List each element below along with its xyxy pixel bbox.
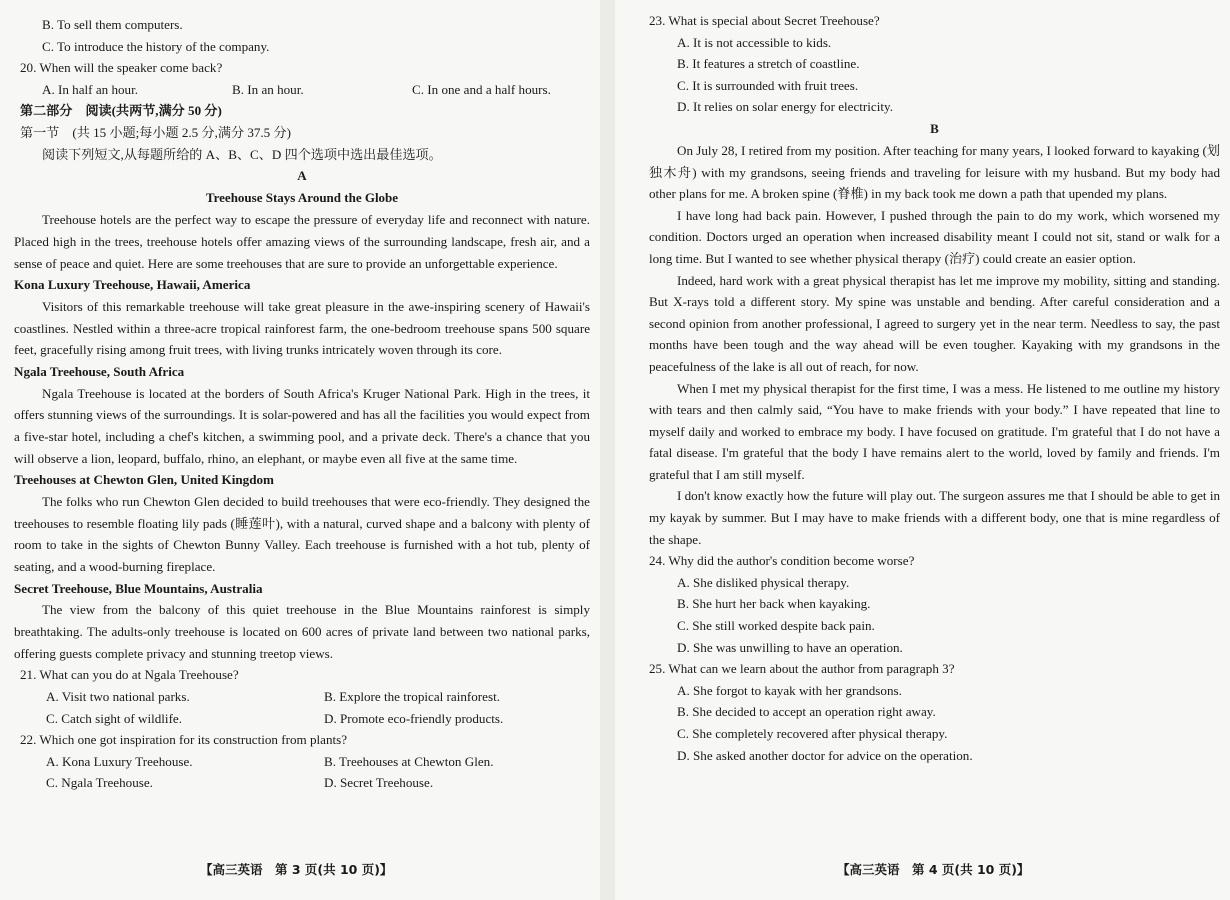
q25-option-a: A. She forgot to kayak with her grandsons. [677,682,902,698]
exam-page-4 [615,0,1230,900]
q25-option-b: B. She decided to accept an operation right away. [677,704,936,720]
section-1-heading: 第一节 (共 15 小题;每小题 2.5 分,满分 37.5 分) [20,124,291,140]
question-23-stem: 23. What is special about Secret Treehouse? [649,13,880,28]
passage-b-paragraph-5: I don't know exactly how the future will play out. The surgeon assures me that I should be able to get in my kayak by summer. But I may have to make friends with a different body, one that is mine regardless of the shape. [649,488,1220,547]
q23-option-b: B. It features a stretch of coastline. [677,56,860,72]
q24-option-d: D. She was unwilling to have an operation. [677,639,903,655]
q22-option-b: B. Treehouses at Chewton Glen. [324,753,494,769]
passage-b-letter: B [930,120,939,136]
question-22-options-row1 [14,751,590,773]
question-22-options-row2 [14,772,590,794]
question-21-options-row2 [14,708,590,730]
page-footer: 【高三英语 第 3 页(共 10 页)】 [200,862,393,877]
option-line: C. To introduce the history of the company. [42,38,270,54]
question-22-stem: 22. Which one got inspiration for its construction from plants? [20,732,348,748]
passage-b-paragraph-3: Indeed, hard work with a great physical therapist has let me improve my mobility, sitting and standing. But X-rays told a different story. My spine was unstable and bending. After careful consideration and a second opinion from another professional, I agreed to surgery yet in the near term. Needless to say, the past months have been tough and the way ahead will be even tougher. Kayaking with my grandsons in the peacefulness of the lake is all out of reach, for now. [649,272,1220,374]
part-2-heading: 第二部分 阅读(共两节,满分 50 分) [20,103,222,119]
subheading-ngala: Ngala Treehouse, South Africa [14,363,185,379]
paragraph-ngala: Ngala Treehouse is located at the borders of South Africa's Kruger National Park. High in the trees, it offers stunning views of the surroundings. It is solar-powered and has all the facilities you would expect from a five-star hotel, including a chef's kitchen, a swimming pool, and a private deck. There's a chance that you will observe a lion, leopard, buffalo, rhino, an elephant, or maybe even all five at the same time. [14,385,590,466]
q20-option-b: B. In an hour. [232,81,304,97]
paragraph-chewton: The folks who run Chewton Glen decided to build treehouses that were eco-friendly. They designed the treehouses to resemble floating lily pads (睡莲叶), with a natural, curved shape and a balcony with plenty of room to take in the sights of Chewton Bunny Valley. Each treehouse is furnished with a hot tub, plenty of seating, and a wood-burning fireplace. [14,493,590,575]
passage-b-paragraph-2: I have long had back pain. However, I pushed through the pain to do my work, which worsened my condition. Doctors urged an operation when increased disability meant I could not sit, stand or walk for a long time. But I wanted to see whether physical therapy (治疗) could create an easier option. [649,207,1220,266]
passage-a-letter: A [297,168,307,184]
q24-option-a: A. She disliked physical therapy. [677,574,850,590]
question-25-stem: 25. What can we learn about the author from paragraph 3? [649,661,955,677]
passage-a-title: Treehouse Stays Around the Globe [205,190,399,206]
subheading-chewton: Treehouses at Chewton Glen, United Kingdom [14,472,274,488]
paragraph-kona: Visitors of this remarkable treehouse will take great pleasure in the awe-inspiring scenery of Hawaii's coastlines. Nestled within a three-acre tropical rainforest farm, the one-bedroom treehouse spans 500 square feet, gracefully rising among fruit trees, with living trunks intricately woven through its core. [14,298,590,358]
q21-option-c: C. Catch sight of wildlife. [46,710,183,726]
passage-b-paragraph-4: When I met my physical therapist for the first time, I was a mess. He listened to me outline my history with tears and then calmly said, “You have to make friends with your body.” I have repeated that line to myself daily and worked to embrace my body. I have focused on gratitude. I'm grateful that I do not have a fatal disease. I'm grateful that the body I have remains alert to the world, loved by family and friends. I'm grateful that I am still myself. [649,380,1220,482]
q25-option-d: D. She asked another doctor for advice on the operation. [677,747,973,763]
q20-option-a: A. In half an hour. [42,81,138,97]
q22-option-a: A. Kona Luxury Treehouse. [46,753,193,769]
exam-page-3 [0,0,600,900]
q23-option-d: D. It relies on solar energy for electricity. [677,99,893,115]
q21-option-d: D. Promote eco-friendly products. [324,710,504,726]
page-footer: 【高三英语 第 4 页(共 10 页)】 [837,862,1030,877]
q20-option-c: C. In one and a half hours. [412,81,551,97]
q24-option-b: B. She hurt her back when kayaking. [677,596,871,612]
option-line: B. To sell them computers. [42,17,183,32]
paragraph-secret: The view from the balcony of this quiet treehouse in the Blue Mountains rainforest is simply breathtaking. The adults-only treehouse is located on 600 acres of private land between two national parks, offering guests complete privacy and stunning treetop views. [14,602,590,661]
q24-option-c: C. She still worked despite back pain. [677,618,875,634]
question-20-options [14,79,590,101]
q23-option-a: A. It is not accessible to kids. [677,34,832,50]
question-24-stem: 24. Why did the author's condition become worse? [649,553,915,569]
q21-option-a: A. Visit two national parks. [46,689,190,705]
subheading-kona: Kona Luxury Treehouse, Hawaii, America [14,277,251,293]
question-21-options-row1 [14,686,590,708]
reading-instruction: 阅读下列短文,从每题所给的 A、B、C、D 四个选项中选出最佳选项。 [42,146,442,162]
q25-option-c: C. She completely recovered after physical therapy. [677,726,948,741]
q22-option-c: C. Ngala Treehouse. [46,775,153,791]
page-gutter [600,0,615,900]
passage-b-paragraph-1: On July 28, I retired from my position. After teaching for many years, I looked forward to kayaking (划独木舟) with my grandsons, seeing friends and traveling for leisure with my husband. But my body had other plans for me. A broken spine (脊椎) in my back took me down a path that upended my plans. [649,142,1220,202]
q21-option-b: B. Explore the tropical rainforest. [324,689,500,705]
question-20-stem: 20. When will the speaker come back? [20,60,223,76]
question-21-stem: 21. What can you do at Ngala Treehouse? [20,667,239,683]
subheading-secret: Secret Treehouse, Blue Mountains, Australia [14,580,263,596]
q23-option-c: C. It is surrounded with fruit trees. [677,77,859,93]
q22-option-d: D. Secret Treehouse. [324,775,434,791]
passage-a-intro: Treehouse hotels are the perfect way to escape the pressure of everyday life and reconnect with nature. Placed high in the trees, treehouse hotels offer amazing views of the surrounding landscape, fresh air, and a sense of peace and quiet. Here are some treehouses that are sure to provide an unforgettable experience. [14,212,590,271]
